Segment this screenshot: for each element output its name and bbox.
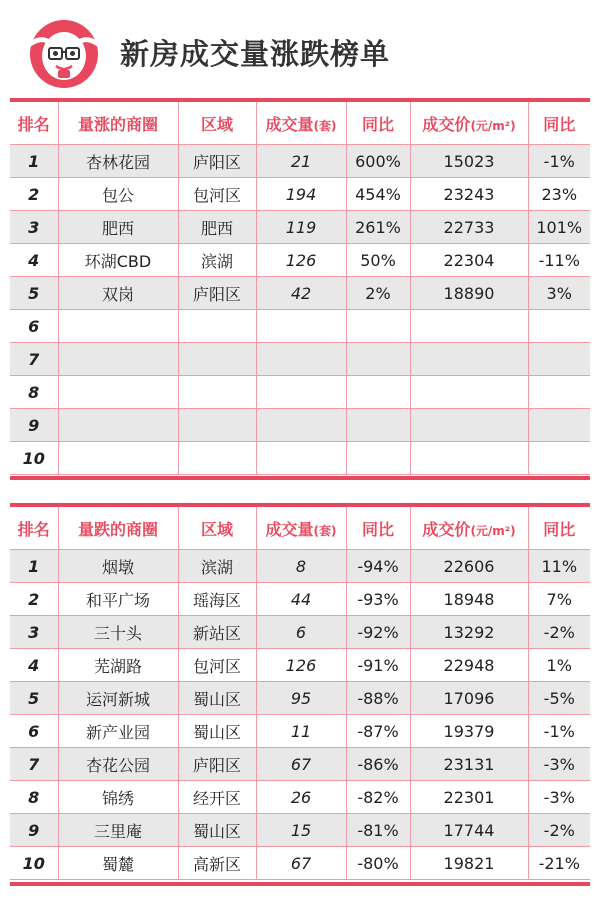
cell-volume-yoy <box>346 376 410 409</box>
cell-rank: 7 <box>10 748 58 781</box>
cell-price: 23131 <box>410 748 528 781</box>
cell-price-yoy: -5% <box>528 682 590 715</box>
cell-area <box>58 442 178 475</box>
header-price: 成交价(元/m²) <box>410 505 528 550</box>
cell-price-yoy: 11% <box>528 550 590 583</box>
cell-price-yoy: 23% <box>528 178 590 211</box>
table-divider <box>10 882 590 886</box>
cell-price: 15023 <box>410 145 528 178</box>
cell-price-yoy: -3% <box>528 781 590 814</box>
cell-volume: 44 <box>256 583 346 616</box>
cell-price: 23243 <box>410 178 528 211</box>
cell-area: 环湖CBD <box>58 244 178 277</box>
header-area: 量跌的商圈 <box>58 505 178 550</box>
cell-district: 包河区 <box>178 649 256 682</box>
cell-price-yoy: -2% <box>528 616 590 649</box>
header-price: 成交价(元/m²) <box>410 100 528 145</box>
cell-volume: 15 <box>256 814 346 847</box>
cell-price: 22606 <box>410 550 528 583</box>
cell-volume-yoy <box>346 409 410 442</box>
cell-area <box>58 310 178 343</box>
cell-price-yoy <box>528 442 590 475</box>
cell-area: 锦绣 <box>58 781 178 814</box>
cell-price-yoy: -2% <box>528 814 590 847</box>
header-volume: 成交量(套) <box>256 100 346 145</box>
cell-district: 滨湖 <box>178 550 256 583</box>
cell-volume <box>256 376 346 409</box>
cell-volume: 6 <box>256 616 346 649</box>
cell-rank: 3 <box>10 211 58 244</box>
table-row <box>10 343 590 376</box>
cell-rank: 2 <box>10 583 58 616</box>
cell-rank: 9 <box>10 814 58 847</box>
cell-volume-yoy: 261% <box>346 211 410 244</box>
cell-volume-yoy: 600% <box>346 145 410 178</box>
cell-volume: 119 <box>256 211 346 244</box>
cell-volume: 42 <box>256 277 346 310</box>
cell-volume-yoy: 50% <box>346 244 410 277</box>
cell-rank: 1 <box>10 550 58 583</box>
cell-rank: 4 <box>10 649 58 682</box>
cell-rank: 10 <box>10 847 58 880</box>
cell-volume <box>256 310 346 343</box>
cell-area: 肥西 <box>58 211 178 244</box>
cell-price-yoy: 1% <box>528 649 590 682</box>
cell-area: 杏林花园 <box>58 145 178 178</box>
table-row <box>10 781 590 814</box>
header-volume: 成交量(套) <box>256 505 346 550</box>
table-row <box>10 616 590 649</box>
cell-volume <box>256 409 346 442</box>
header <box>0 0 600 96</box>
cell-volume-yoy: -86% <box>346 748 410 781</box>
cell-price: 19379 <box>410 715 528 748</box>
cell-district: 经开区 <box>178 781 256 814</box>
cell-volume: 67 <box>256 847 346 880</box>
cell-area <box>58 343 178 376</box>
cell-rank: 8 <box>10 376 58 409</box>
cell-district: 庐阳区 <box>178 748 256 781</box>
cell-volume-yoy <box>346 442 410 475</box>
cell-volume <box>256 442 346 475</box>
cell-volume-yoy <box>346 343 410 376</box>
cell-area: 杏花公园 <box>58 748 178 781</box>
cell-area <box>58 409 178 442</box>
cell-area <box>58 376 178 409</box>
cell-price-yoy: -11% <box>528 244 590 277</box>
cell-rank: 3 <box>10 616 58 649</box>
cell-area: 三十头 <box>58 616 178 649</box>
cell-price-yoy: -1% <box>528 715 590 748</box>
cell-rank: 6 <box>10 310 58 343</box>
table-row <box>10 649 590 682</box>
cell-volume: 126 <box>256 649 346 682</box>
cell-price-yoy: 3% <box>528 277 590 310</box>
cell-district <box>178 310 256 343</box>
header-district: 区域 <box>178 505 256 550</box>
cell-price-yoy <box>528 343 590 376</box>
table-header-row <box>10 100 590 145</box>
cell-volume-yoy: -87% <box>346 715 410 748</box>
cell-rank: 4 <box>10 244 58 277</box>
cell-price-yoy: -1% <box>528 145 590 178</box>
cell-volume-yoy: -91% <box>346 649 410 682</box>
cell-district: 包河区 <box>178 178 256 211</box>
table-row <box>10 583 590 616</box>
cell-rank: 5 <box>10 277 58 310</box>
cell-price: 19821 <box>410 847 528 880</box>
cell-price-yoy: 101% <box>528 211 590 244</box>
cell-area: 和平广场 <box>58 583 178 616</box>
cell-volume: 95 <box>256 682 346 715</box>
cell-district <box>178 343 256 376</box>
cell-volume-yoy: -94% <box>346 550 410 583</box>
table-row <box>10 748 590 781</box>
cell-district <box>178 409 256 442</box>
cell-area: 烟墩 <box>58 550 178 583</box>
cell-price <box>410 343 528 376</box>
header-volume-yoy: 同比 <box>346 100 410 145</box>
header-area: 量涨的商圈 <box>58 100 178 145</box>
cell-price: 22948 <box>410 649 528 682</box>
fall-ranking-table <box>10 503 590 880</box>
header-price-yoy: 同比 <box>528 505 590 550</box>
cell-volume: 8 <box>256 550 346 583</box>
header-rank: 排名 <box>10 505 58 550</box>
header-rank: 排名 <box>10 100 58 145</box>
cell-rank: 10 <box>10 442 58 475</box>
cell-volume <box>256 343 346 376</box>
cell-price-yoy <box>528 310 590 343</box>
table-row <box>10 442 590 475</box>
cell-price: 13292 <box>410 616 528 649</box>
cell-volume: 11 <box>256 715 346 748</box>
cell-price-yoy: 7% <box>528 583 590 616</box>
cell-volume: 126 <box>256 244 346 277</box>
page-title: 新房成交量涨跌榜单 <box>120 37 391 71</box>
cell-district: 瑶海区 <box>178 583 256 616</box>
table-row <box>10 376 590 409</box>
cell-price <box>410 409 528 442</box>
cell-price: 18948 <box>410 583 528 616</box>
cell-district: 蜀山区 <box>178 715 256 748</box>
cell-rank: 7 <box>10 343 58 376</box>
cell-price <box>410 442 528 475</box>
cell-area: 包公 <box>58 178 178 211</box>
table-row <box>10 178 590 211</box>
table-row <box>10 145 590 178</box>
table-row <box>10 847 590 880</box>
table-header-row <box>10 505 590 550</box>
cell-area: 蜀麓 <box>58 847 178 880</box>
cell-district <box>178 376 256 409</box>
cell-area: 芜湖路 <box>58 649 178 682</box>
cell-rank: 9 <box>10 409 58 442</box>
cell-volume-yoy: -81% <box>346 814 410 847</box>
cell-district: 滨湖 <box>178 244 256 277</box>
mascot-logo-icon <box>28 18 100 90</box>
cell-volume: 67 <box>256 748 346 781</box>
cell-price-yoy: -3% <box>528 748 590 781</box>
table-row <box>10 277 590 310</box>
table-row <box>10 409 590 442</box>
cell-district: 高新区 <box>178 847 256 880</box>
table-divider <box>10 476 590 480</box>
cell-district: 蜀山区 <box>178 682 256 715</box>
cell-district: 蜀山区 <box>178 814 256 847</box>
cell-rank: 8 <box>10 781 58 814</box>
header-volume-yoy: 同比 <box>346 505 410 550</box>
cell-volume-yoy: 2% <box>346 277 410 310</box>
cell-price: 17744 <box>410 814 528 847</box>
cell-district: 肥西 <box>178 211 256 244</box>
cell-volume-yoy: -82% <box>346 781 410 814</box>
cell-area: 运河新城 <box>58 682 178 715</box>
cell-district <box>178 442 256 475</box>
cell-district: 新站区 <box>178 616 256 649</box>
cell-volume-yoy: -93% <box>346 583 410 616</box>
cell-rank: 2 <box>10 178 58 211</box>
cell-district: 庐阳区 <box>178 145 256 178</box>
cell-volume: 21 <box>256 145 346 178</box>
cell-rank: 1 <box>10 145 58 178</box>
table-row <box>10 310 590 343</box>
cell-price: 22733 <box>410 211 528 244</box>
cell-volume-yoy: -88% <box>346 682 410 715</box>
table-row <box>10 244 590 277</box>
cell-district: 庐阳区 <box>178 277 256 310</box>
header-price-yoy: 同比 <box>528 100 590 145</box>
cell-price: 22301 <box>410 781 528 814</box>
cell-rank: 5 <box>10 682 58 715</box>
table-row <box>10 682 590 715</box>
table-row <box>10 211 590 244</box>
cell-price: 17096 <box>410 682 528 715</box>
cell-volume: 194 <box>256 178 346 211</box>
header-district: 区域 <box>178 100 256 145</box>
cell-price-yoy <box>528 409 590 442</box>
cell-price <box>410 376 528 409</box>
table-row <box>10 814 590 847</box>
cell-volume-yoy: 454% <box>346 178 410 211</box>
rise-ranking-table <box>10 98 590 475</box>
cell-price <box>410 310 528 343</box>
cell-volume: 26 <box>256 781 346 814</box>
table-row <box>10 550 590 583</box>
cell-volume-yoy: -80% <box>346 847 410 880</box>
cell-area: 双岗 <box>58 277 178 310</box>
cell-volume-yoy <box>346 310 410 343</box>
cell-volume-yoy: -92% <box>346 616 410 649</box>
cell-price-yoy: -21% <box>528 847 590 880</box>
cell-price-yoy <box>528 376 590 409</box>
cell-area: 三里庵 <box>58 814 178 847</box>
cell-price: 18890 <box>410 277 528 310</box>
cell-price: 22304 <box>410 244 528 277</box>
cell-area: 新产业园 <box>58 715 178 748</box>
cell-rank: 6 <box>10 715 58 748</box>
table-row <box>10 715 590 748</box>
